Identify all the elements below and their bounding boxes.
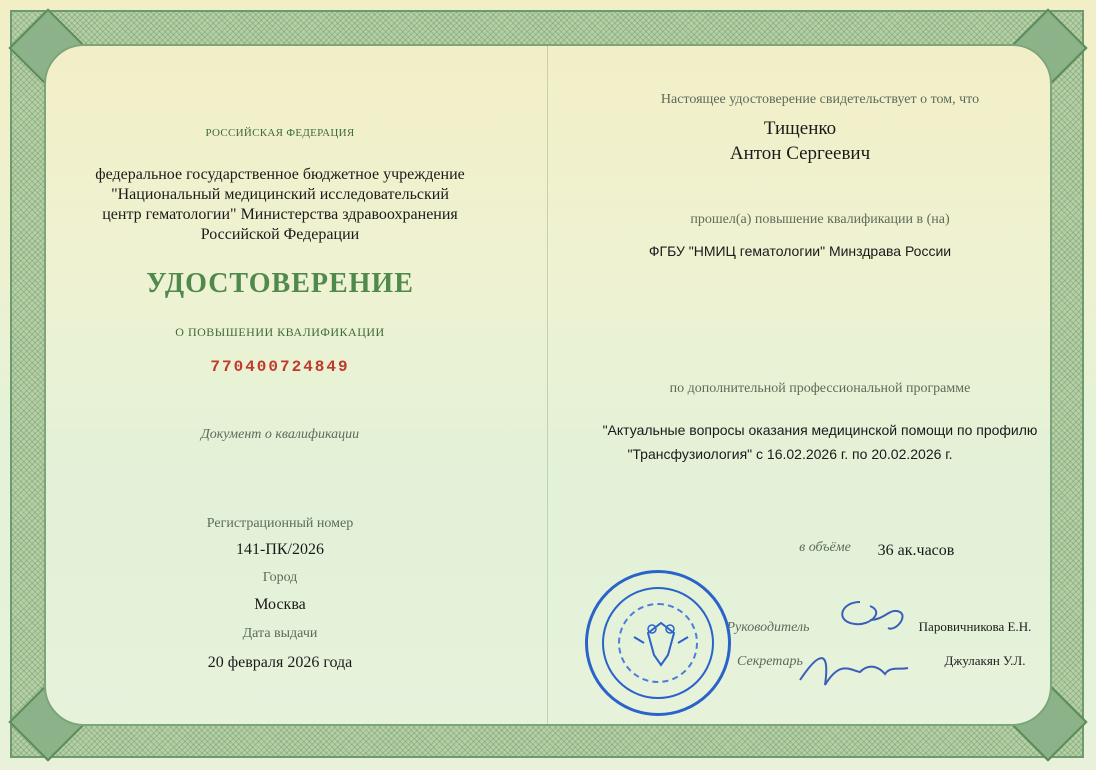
head-name: Паровичникова Е.Н. <box>918 619 1032 634</box>
program-title-line: "Трансфузиология" с 16.02.2026 г. по 20.02.2026 г. <box>627 446 953 462</box>
secretary-name: Джулакян У.Л. <box>944 653 1026 668</box>
holder-surname: Тищенко <box>763 118 837 139</box>
issue-date-label: Дата выдачи <box>242 626 318 641</box>
registration-number-label: Регистрационный номер <box>206 516 354 531</box>
volume-value: 36 ак.часов <box>877 542 955 559</box>
issue-date-value: 20 февраля 2026 года <box>207 654 353 671</box>
country-label: РОССИЙСКАЯ ФЕДЕРАЦИЯ <box>205 127 355 139</box>
head-label: Руководитель <box>726 620 810 635</box>
certificate-intro: Настоящее удостоверение свидетельствует о том, что <box>660 92 980 107</box>
document-subtitle: О ПОВЫШЕНИИ КВАЛИФИКАЦИИ <box>175 325 385 339</box>
double-headed-eagle-icon <box>588 573 734 719</box>
org-line: центр гематологии" Министерства здравоохранения <box>102 206 458 223</box>
program-label: по дополнительной профессиональной программе <box>669 381 971 396</box>
organization-name <box>70 165 490 245</box>
institution-name: ФГБУ "НМИЦ гематологии" Минздрава России <box>648 243 952 259</box>
city-label: Город <box>262 570 298 585</box>
secretary-label: Секретарь <box>737 654 803 669</box>
org-line: "Национальный медицинский исследовательский <box>111 186 449 203</box>
serial-number: 770400724849 <box>210 358 350 376</box>
secretary-signature <box>790 640 920 700</box>
org-line: Российской Федерации <box>200 226 360 243</box>
document-title: УДОСТОВЕРЕНИЕ <box>146 268 414 299</box>
volume-label: в объёме <box>799 540 851 555</box>
passed-training-label: прошел(а) повышение квалификации в (на) <box>690 212 950 227</box>
city-value: Москва <box>254 596 306 613</box>
program-title-line: "Актуальные вопросы оказания медицинской помощи по профилю <box>602 422 1038 438</box>
official-seal <box>585 570 731 716</box>
document-type: Документ о квалификации <box>200 427 360 442</box>
registration-number-value: 141-ПК/2026 <box>236 541 324 558</box>
org-line: федеральное государственное бюджетное учреждение <box>95 166 465 183</box>
center-fold <box>547 44 548 726</box>
holder-name: Антон Сергеевич <box>729 143 871 164</box>
head-signature <box>830 592 910 642</box>
